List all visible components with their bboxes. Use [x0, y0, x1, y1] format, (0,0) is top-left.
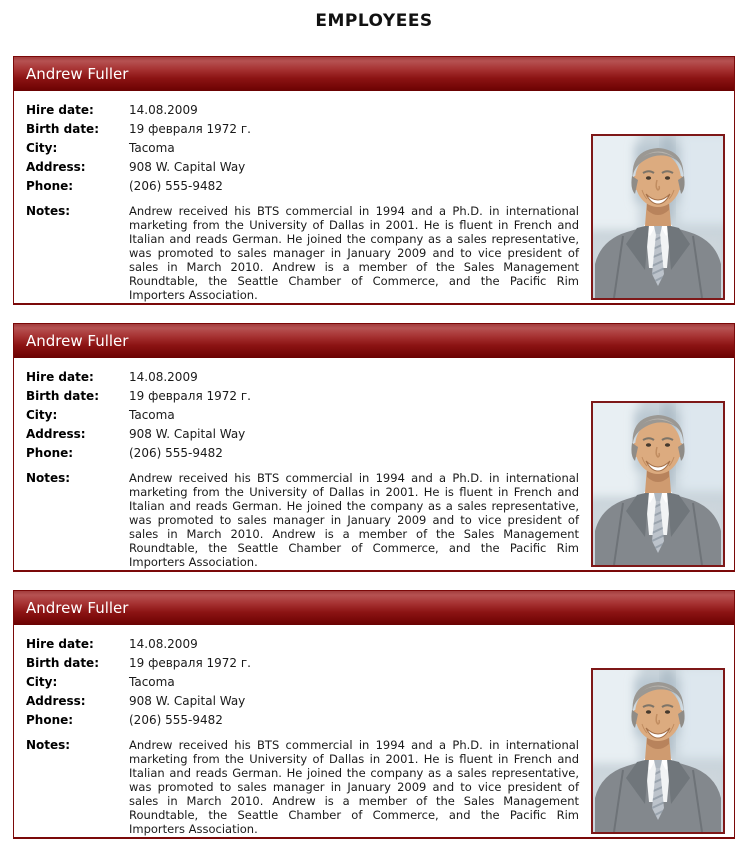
employee-name: Andrew Fuller	[26, 599, 129, 617]
hire-date-value: 14.08.2009	[129, 370, 198, 384]
employee-photo	[591, 134, 725, 300]
city-label: City:	[26, 141, 58, 155]
address-label: Address:	[26, 694, 86, 708]
address-value: 908 W. Capital Way	[129, 160, 246, 174]
hire-date-label: Hire date:	[26, 637, 94, 651]
address-value: 908 W. Capital Way	[129, 694, 246, 708]
field-row-hire-date	[26, 101, 734, 120]
city-label: City:	[26, 408, 58, 422]
employee-card-header	[14, 591, 734, 625]
city-label: City:	[26, 675, 58, 689]
employee-card-header	[14, 324, 734, 358]
employee-card-body	[14, 625, 734, 837]
notes-label: Notes:	[26, 738, 71, 752]
address-value: 908 W. Capital Way	[129, 427, 246, 441]
hire-date-value: 14.08.2009	[129, 637, 198, 651]
phone-label: Phone:	[26, 446, 74, 460]
birth-date-label: Birth date:	[26, 389, 99, 403]
employee-photo	[591, 668, 725, 834]
employee-card-body	[14, 91, 734, 303]
hire-date-value: 14.08.2009	[129, 103, 198, 117]
employee-name: Andrew Fuller	[26, 65, 129, 83]
notes-value: Andrew received his BTS commercial in 1994 and a Ph.D. in international marketing from the University of Dallas in 2001. He is fluent in French and Italian and reads German. He joined the company as a sales representative, was promoted to sales manager in January 2009 and to vice president of sales in March 2010. Andrew is a member of the Sales Management Roundtable, the Seattle Chamber of Commerce, and the Pacific Rim Importers Association.	[129, 738, 579, 836]
notes-value: Andrew received his BTS commercial in 1994 and a Ph.D. in international marketing from the University of Dallas in 2001. He is fluent in French and Italian and reads German. He joined the company as a sales representative, was promoted to sales manager in January 2009 and to vice president of sales in March 2010. Andrew is a member of the Sales Management Roundtable, the Seattle Chamber of Commerce, and the Pacific Rim Importers Association.	[129, 204, 579, 302]
male-portrait-photo	[593, 403, 723, 565]
employee-card-header	[14, 57, 734, 91]
notes-label: Notes:	[26, 204, 71, 218]
male-portrait-photo	[593, 136, 723, 298]
employee-card	[13, 56, 735, 305]
page-title: EMPLOYEES	[315, 11, 433, 31]
phone-value: (206) 555-9482	[129, 446, 223, 460]
address-label: Address:	[26, 427, 86, 441]
employee-card-body	[14, 358, 734, 570]
phone-value: (206) 555-9482	[129, 179, 223, 193]
birth-date-value: 19 февраля 1972 г.	[129, 389, 251, 403]
birth-date-label: Birth date:	[26, 656, 99, 670]
notes-value: Andrew received his BTS commercial in 1994 and a Ph.D. in international marketing from the University of Dallas in 2001. He is fluent in French and Italian and reads German. He joined the company as a sales representative, was promoted to sales manager in January 2009 and to vice president of sales in March 2010. Andrew is a member of the Sales Management Roundtable, the Seattle Chamber of Commerce, and the Pacific Rim Importers Association.	[129, 471, 579, 569]
birth-date-label: Birth date:	[26, 122, 99, 136]
employee-photo	[591, 401, 725, 567]
field-row-hire-date	[26, 368, 734, 387]
notes-label: Notes:	[26, 471, 71, 485]
phone-value: (206) 555-9482	[129, 713, 223, 727]
male-portrait-photo	[593, 670, 723, 832]
birth-date-value: 19 февраля 1972 г.	[129, 122, 251, 136]
city-value: Tacoma	[129, 408, 175, 422]
employee-card	[13, 323, 735, 572]
birth-date-value: 19 февраля 1972 г.	[129, 656, 251, 670]
hire-date-label: Hire date:	[26, 103, 94, 117]
field-row-hire-date	[26, 635, 734, 654]
city-value: Tacoma	[129, 675, 175, 689]
address-label: Address:	[26, 160, 86, 174]
employee-card	[13, 590, 735, 839]
city-value: Tacoma	[129, 141, 175, 155]
phone-label: Phone:	[26, 179, 74, 193]
hire-date-label: Hire date:	[26, 370, 94, 384]
employee-name: Andrew Fuller	[26, 332, 129, 350]
phone-label: Phone:	[26, 713, 74, 727]
